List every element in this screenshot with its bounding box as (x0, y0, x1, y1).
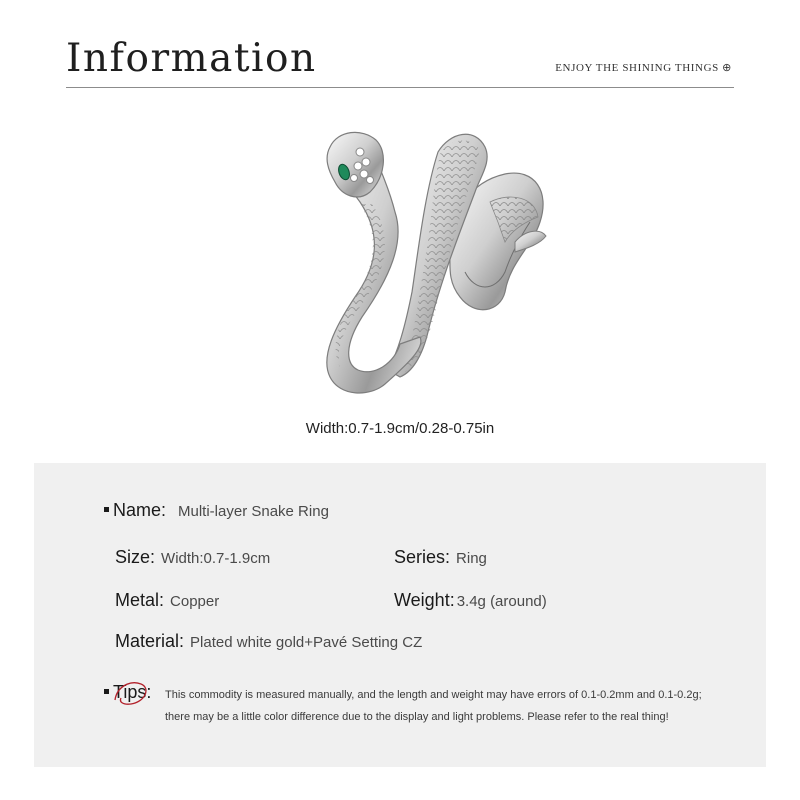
spec-weight (394, 590, 547, 611)
metal-label: Metal: (115, 590, 165, 610)
spec-series (394, 547, 487, 568)
spec-name (104, 500, 329, 521)
tips-label: Tips: (113, 682, 152, 702)
metal-value: Copper (170, 593, 220, 610)
tips-heading (104, 682, 151, 703)
tagline: ENJOY THE SHINING THINGS ⊕ (555, 62, 732, 74)
scribble-icon (109, 676, 157, 708)
size-label: Size: (115, 547, 156, 567)
size-value: Width:0.7-1.9cm (161, 550, 271, 567)
bullet-icon (104, 507, 109, 512)
snake-ring-image (300, 122, 560, 412)
weight-value: 3.4g (around) (456, 593, 547, 610)
material-value: Plated white gold+Pavé Setting CZ (190, 634, 423, 651)
page-title: Information (66, 36, 317, 81)
spec-material (115, 631, 422, 652)
name-label: Name: (113, 500, 167, 520)
tips-text: This commodity is measured manually, and the length and weight may have errors of 0.1-0.2mm and 0.1-0.2g; there may be a little color difference due to the display and light problems. Please refer to the real thing! (165, 689, 702, 723)
spec-size (115, 547, 270, 568)
spec-metal (115, 590, 219, 611)
weight-label: Weight: (394, 590, 455, 610)
series-label: Series: (394, 547, 451, 567)
dimension-caption: Width:0.7-1.9cm/0.28-0.75in (305, 420, 495, 437)
material-label: Material: (115, 631, 185, 651)
series-value: Ring (456, 550, 487, 567)
name-value: Multi-layer Snake Ring (178, 503, 329, 520)
header-divider (66, 87, 734, 88)
